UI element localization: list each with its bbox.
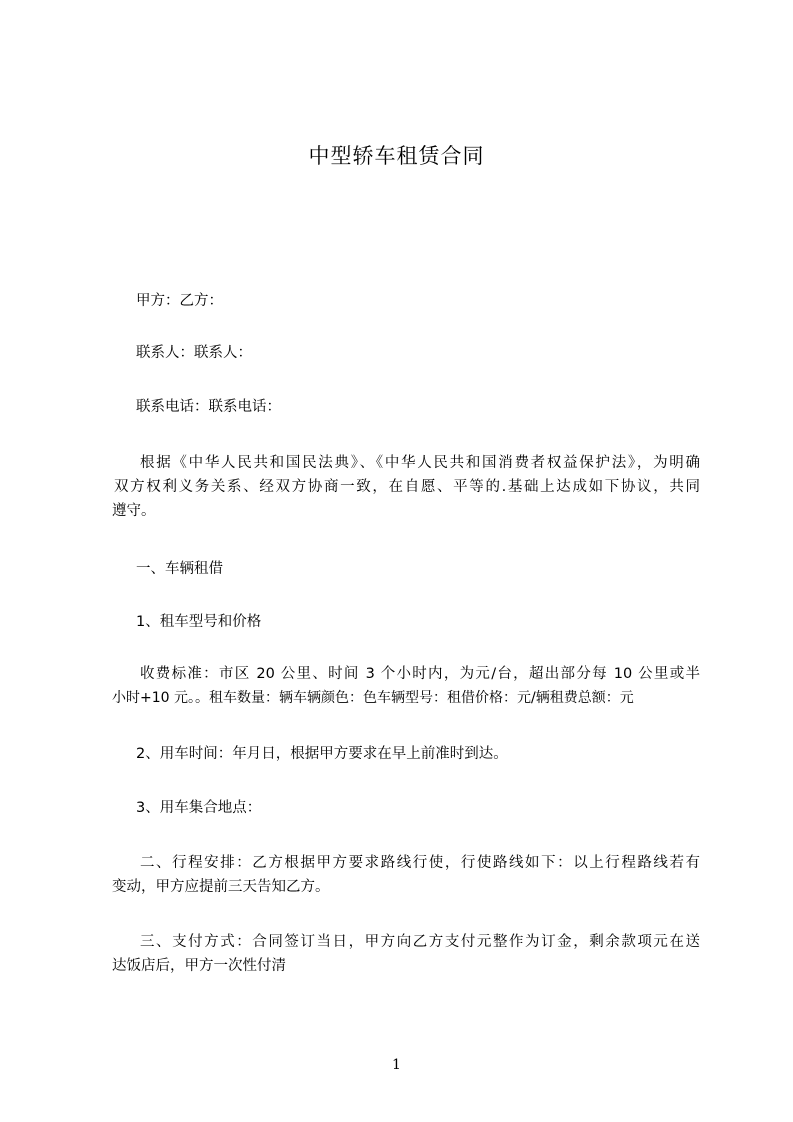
document-title: 中型轿车租赁合同 [308,144,485,168]
section-3-payment [112,930,700,978]
page-number: 1 [392,1057,401,1073]
item-2-usage-time: 2、用车时间：年月日，根据甲方要求在早上前准时到达。 [136,746,508,762]
section-2-itinerary [112,851,700,899]
pricing-line-1: 收费标准：市区 20 公里、时间 3 个小时内，为元/台，超出部分每 10 公里或半 [140,666,700,682]
section-3-line-1: 三、支付方式：合同签订当日，甲方向乙方支付元整作为订金，剩余款项元在送 [140,934,700,950]
pricing-paragraph [112,662,700,710]
item-1-heading: 1、租车型号和价格 [136,614,262,630]
party-line: 甲方：乙方： [136,293,223,309]
section-3-line-2: 达饭店后，甲方一次性付清 [112,958,286,974]
pricing-line-2: 小时+10 元。。租车数量：辆车辆颜色：色车辆型号：租借价格：元/辆租费总额：元 [112,690,634,706]
item-3-meeting-place: 3、用车集合地点： [136,800,262,816]
section-1-heading: 一、车辆租借 [136,561,223,577]
intro-line-3: 遵守。 [112,503,156,519]
intro-paragraph [112,451,700,523]
contact-line: 联系人：联系人： [136,345,252,361]
section-2-line-1: 二、行程安排：乙方根据甲方要求路线行使，行使路线如下：以上行程路线若有 [140,855,700,871]
phone-line: 联系电话：联系电话： [136,399,281,415]
intro-line-1: 根据《中华人民共和国民法典》、《中华人民共和国消费者权益保护法》，为明确 [140,455,700,471]
section-2-line-2: 变动，甲方应提前三天告知乙方。 [112,879,330,895]
intro-line-2: 双方权利义务关系、经双方协商一致，在自愿、平等的.基础上达成如下协议，共同 [114,479,700,495]
